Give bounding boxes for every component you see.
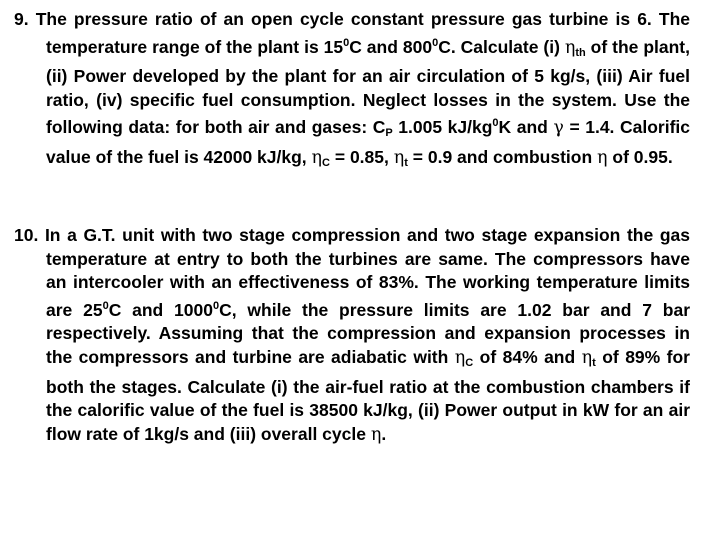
eta-symbol: η bbox=[311, 147, 323, 168]
subscript: P bbox=[385, 127, 393, 140]
question-text: of 89% for both the stages. Calculate (i) the air-fuel ratio at the combustion chambers if the calorific value of the fuel is 38500 kJ/kg, (ii) Power output in kW for an air flow rate of 1kg/s and (iii) overall cycle bbox=[46, 346, 690, 444]
question-10 bbox=[14, 224, 690, 447]
question-number: 10. bbox=[14, 225, 39, 245]
superscript: 0 bbox=[102, 299, 109, 312]
question-text: 1.005 kJ/kg bbox=[392, 117, 493, 138]
subscript: C bbox=[465, 356, 474, 369]
question-text: of 84% and bbox=[473, 346, 582, 367]
question-text: C and 800 bbox=[349, 36, 433, 57]
question-9 bbox=[14, 8, 690, 176]
subscript: C bbox=[322, 156, 330, 169]
question-number: 9. bbox=[14, 9, 29, 29]
question-text: of the plant, (ii) Power developed by the plant for an air circulation of 5 kg/s, (iii) Air fuel ratio, (iv) specific fuel consumption. Neglect losses in the system. Use the following data: for both air and gases: C bbox=[46, 36, 690, 138]
question-text: of 0.95. bbox=[607, 146, 673, 167]
eta-symbol: η bbox=[393, 147, 405, 168]
superscript: 0 bbox=[213, 299, 220, 312]
question-text: C, while the pressure limits are 1.02 bar and 7 bar respectively. Assuming that the compression and expansion processes in the compressors and turbine are adiabatic with bbox=[46, 299, 691, 367]
question-text: = 1.4. Calorific value of the fuel is 42000 kJ/kg, bbox=[46, 117, 690, 167]
eta-symbol: η bbox=[370, 424, 382, 445]
eta-symbol: η bbox=[454, 347, 466, 368]
superscript: 0 bbox=[343, 36, 350, 49]
eta-symbol: η bbox=[581, 347, 593, 368]
eta-symbol: η bbox=[597, 147, 608, 168]
question-text: = 0.9 and combustion bbox=[407, 146, 598, 167]
question-text: . bbox=[381, 423, 387, 444]
subscript: t bbox=[404, 156, 408, 169]
question-text: In a G.T. unit with two stage compression and two stage expansion the gas temperature at entry to both the turbines are same. The compressors have an intercooler with an effectiveness of 83%. The working temperature limits are 25 bbox=[38, 225, 690, 320]
eta-symbol: η bbox=[564, 37, 576, 58]
subscript: t bbox=[592, 356, 596, 369]
superscript: 0 bbox=[492, 117, 499, 130]
question-text: = 0.85, bbox=[330, 146, 394, 167]
question-text: C. Calculate (i) bbox=[438, 36, 565, 57]
subscript: th bbox=[575, 46, 586, 59]
question-text: C and 1000 bbox=[108, 299, 213, 320]
gamma-symbol: γ bbox=[553, 118, 564, 139]
question-text: K and bbox=[498, 117, 554, 138]
question-text: The pressure ratio of an open cycle constant pressure gas turbine is 6. The temperature range of the plant is 15 bbox=[28, 9, 690, 57]
superscript: 0 bbox=[432, 36, 439, 49]
